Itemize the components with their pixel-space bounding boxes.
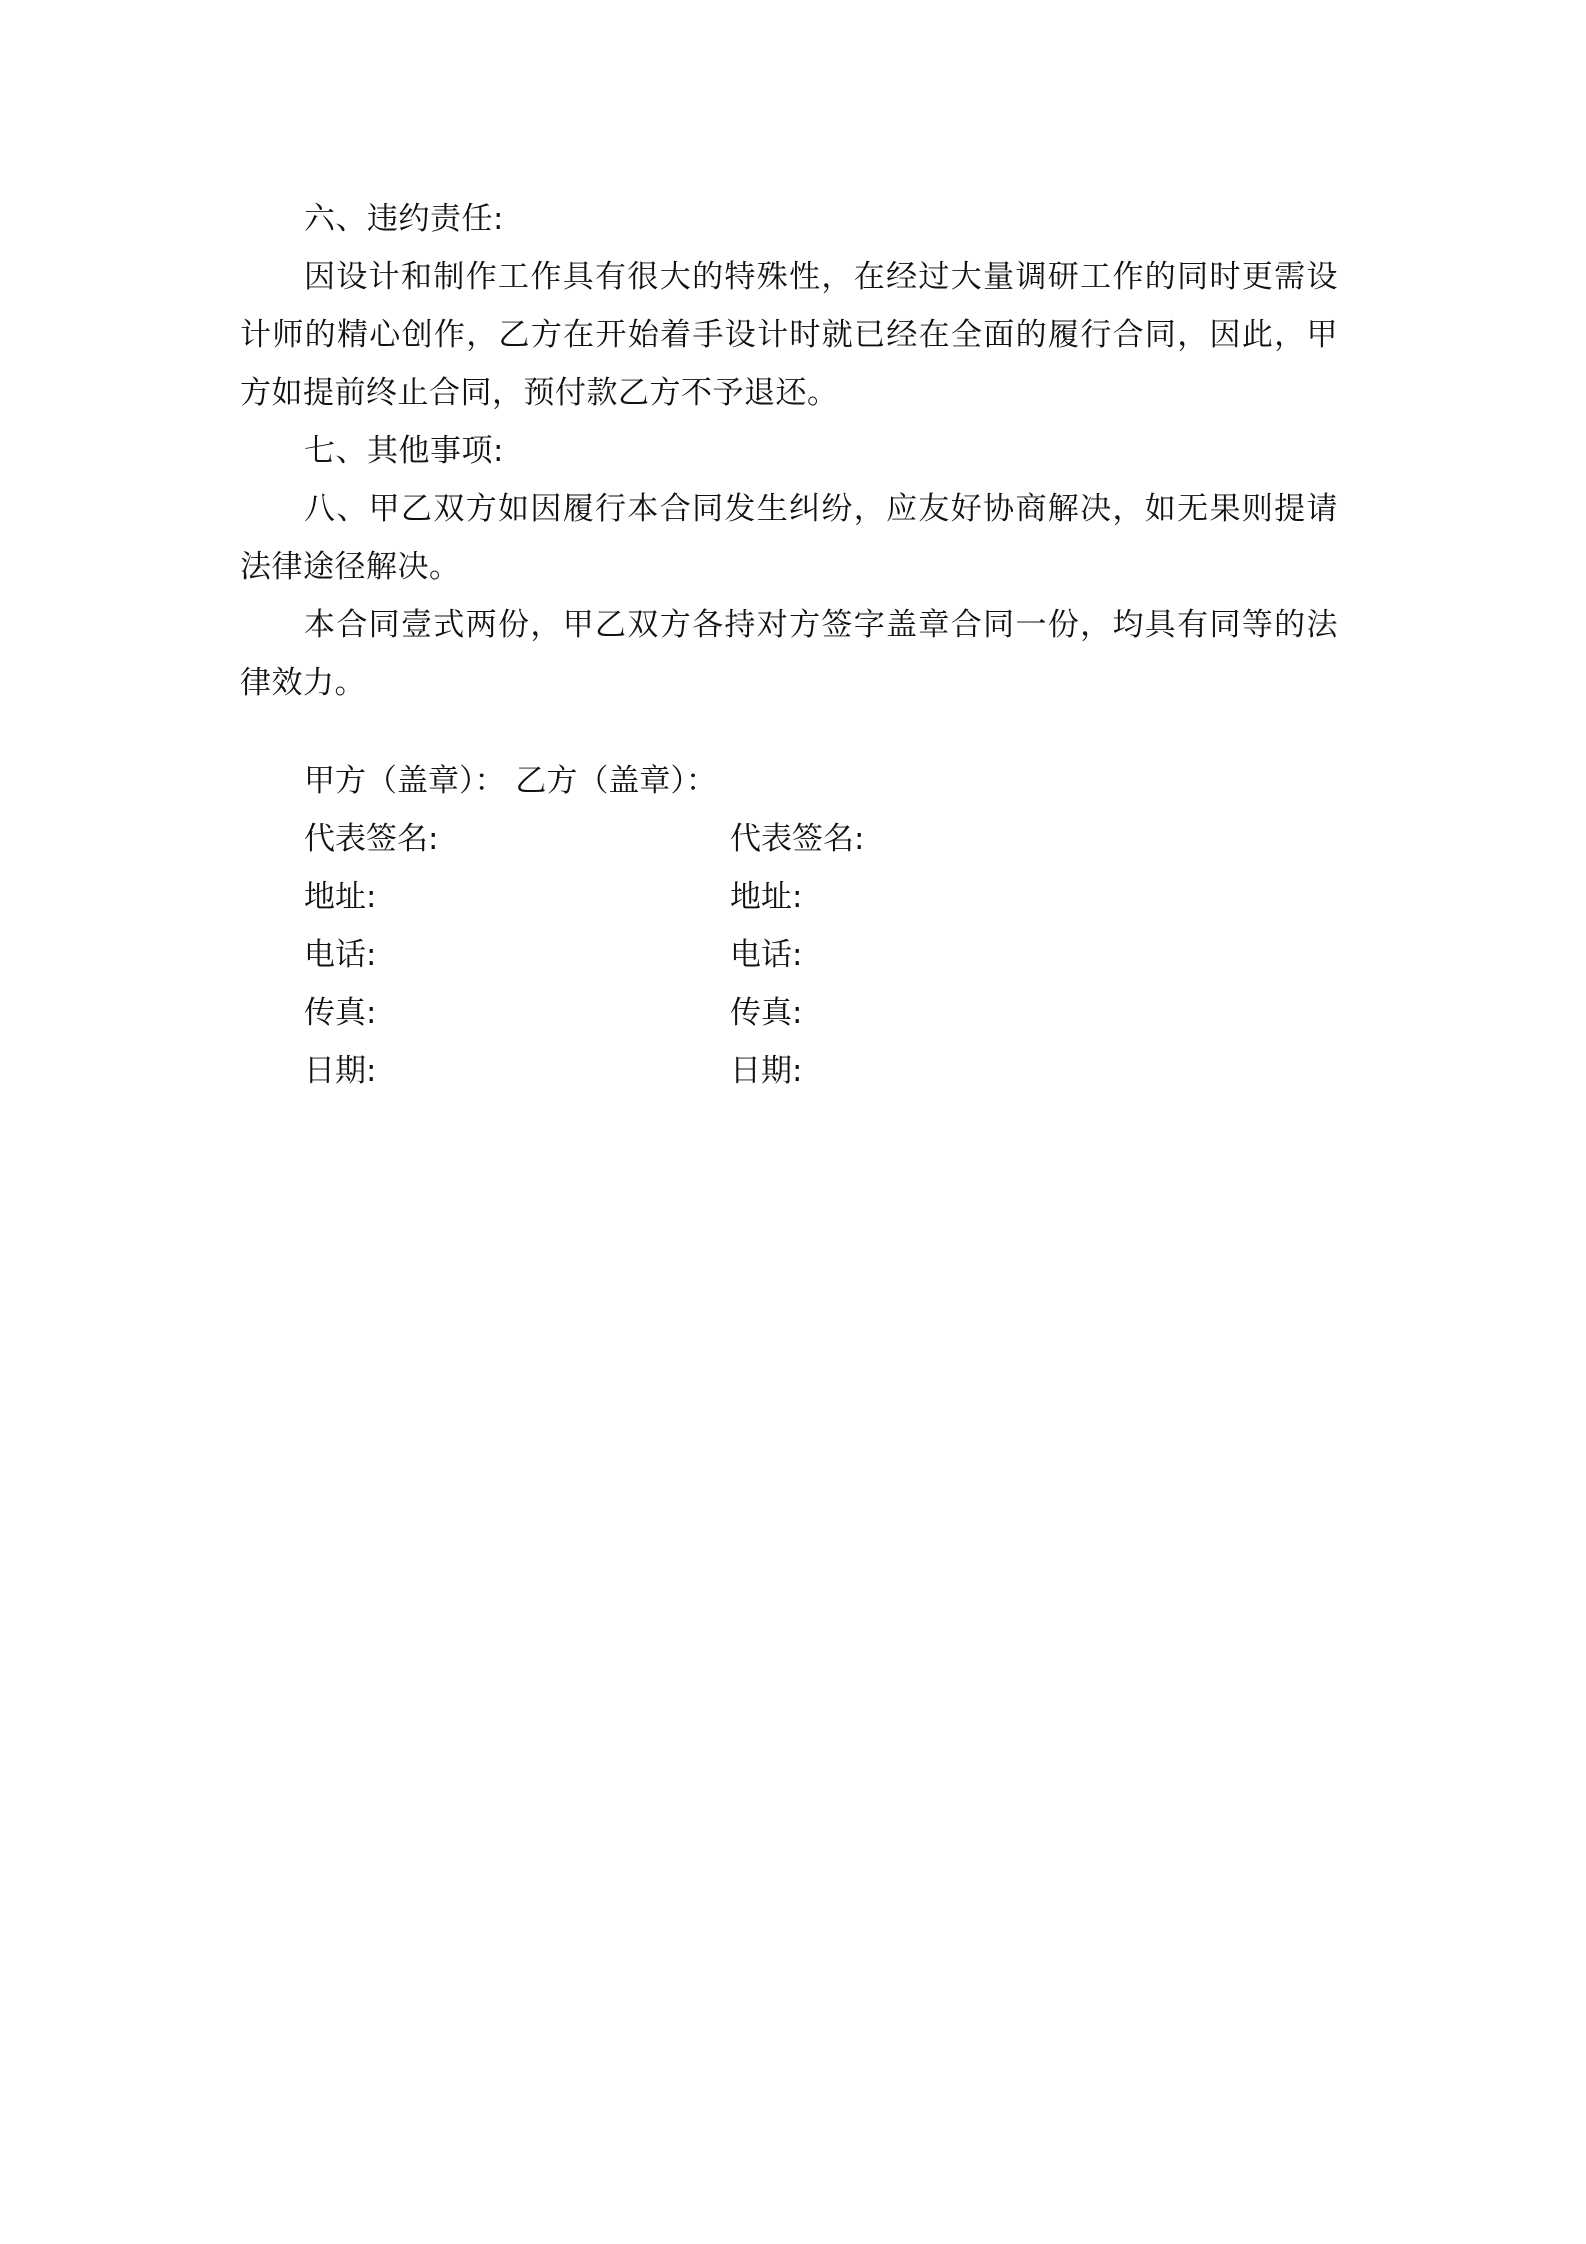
signature-row — [304, 1042, 1204, 1100]
party-a-representative-label: 代表签名: — [304, 821, 439, 857]
party-a-date-label: 日期: — [304, 1053, 377, 1089]
party-a-fax-label: 传真: — [304, 995, 377, 1031]
contract-body — [240, 190, 1338, 712]
signature-row — [304, 926, 1204, 984]
party-b-phone-label: 电话: — [730, 937, 803, 973]
party-b-representative-label: 代表签名: — [730, 821, 865, 857]
party-b-address-label: 地址: — [730, 879, 803, 915]
party-a-address-label: 地址: — [304, 879, 377, 915]
clause-copies-text: 本合同壹式两份，甲乙双方各持对方签字盖章合同一份，均具有同等的法律效力。 — [240, 607, 1338, 701]
signature-row — [304, 984, 1204, 1042]
clause-dispute-text: 八、甲乙双方如因履行本合同发生纠纷，应友好协商解决，如无果则提请法律途径解决。 — [240, 491, 1338, 585]
signature-row — [304, 810, 1204, 868]
clause-breach-text: 因设计和制作工作具有很大的特殊性，在经过大量调研工作的同时更需设计师的精心创作，乙方在开始着手设计时就已经在全面的履行合同，因此，甲方如提前终止合同，预付款乙方不予退还。 — [240, 259, 1338, 411]
party-b-fax-label: 传真: — [730, 995, 803, 1031]
clause-heading-breach: 六、违约责任: — [304, 201, 504, 237]
party-b-date-label: 日期: — [730, 1053, 803, 1089]
party-a-phone-label: 电话: — [304, 937, 377, 973]
clause-heading-other: 七、其他事项: — [304, 433, 504, 469]
signature-header: 甲方（盖章）： 乙方（盖章）： — [304, 763, 717, 799]
signature-row — [304, 868, 1204, 926]
signature-block — [304, 752, 1204, 1100]
